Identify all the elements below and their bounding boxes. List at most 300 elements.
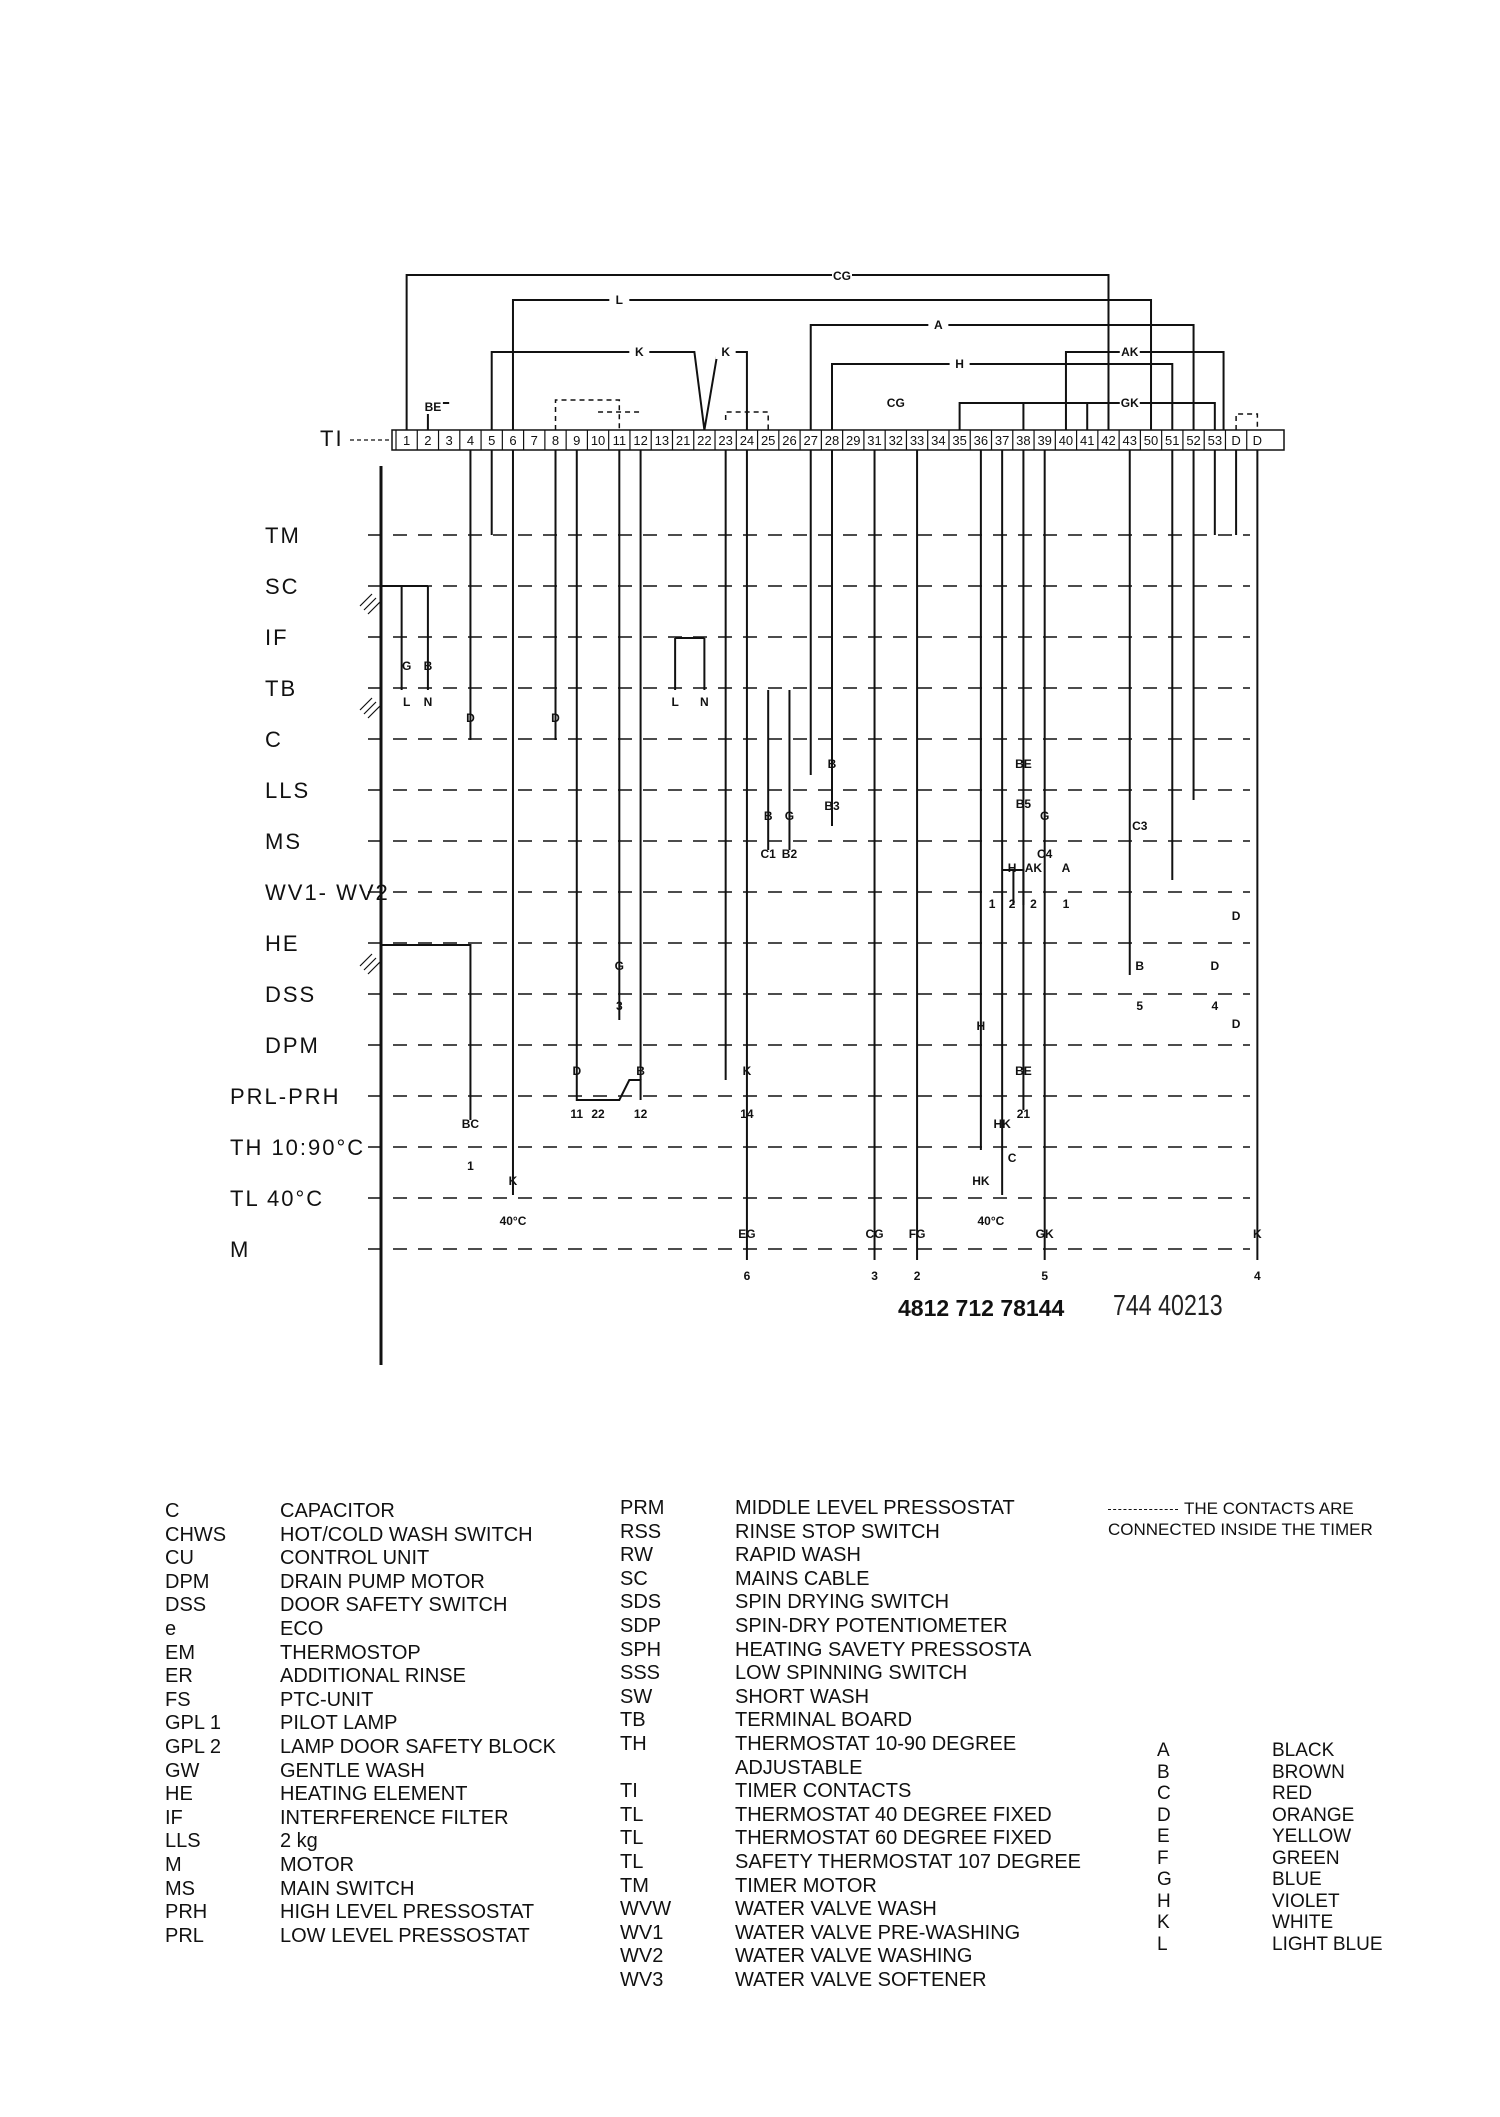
color-code-abbr: D (1157, 1804, 1171, 1826)
legend-mid-row (620, 1662, 1081, 1686)
terminal-51: 51 (1165, 433, 1180, 448)
terminal-23: 23 (718, 433, 733, 448)
terminal-28: 28 (824, 433, 840, 448)
color-code-text: GREEN (1272, 1847, 1340, 1869)
wire-label-K: K (721, 345, 730, 359)
legend-left-text: PTC-UNIT (280, 1688, 374, 1711)
color-code-text: BROWN (1272, 1761, 1345, 1783)
legend-mid-text: LOW SPINNING SWITCH (735, 1662, 968, 1685)
color-code-abbr: L (1157, 1933, 1168, 1955)
legend-mid-text: RAPID WASH (735, 1544, 861, 1567)
legend-middle (620, 1497, 1081, 1992)
ground-mark (360, 594, 380, 614)
legend-left-row (165, 1925, 556, 1949)
color-code-row (1157, 1805, 1383, 1827)
component-label: C (1007, 1151, 1017, 1165)
component-label: K (742, 1064, 752, 1078)
terminal-52: 52 (1186, 433, 1201, 448)
legend-left-row (165, 1524, 556, 1548)
component-label: N (423, 695, 433, 709)
terminal-22: 22 (697, 433, 712, 448)
component-label: L (402, 695, 411, 709)
row-label-0: TM (265, 523, 301, 548)
component-label: G (784, 809, 795, 823)
legend-mid-row (620, 1568, 1081, 1592)
component-label: 1 (1062, 897, 1070, 911)
component-label: B5 (1015, 797, 1032, 811)
legend-left-abbr: e (165, 1617, 177, 1640)
component-label: 6 (743, 1269, 751, 1283)
legend-left-row (165, 1594, 556, 1618)
component-label: 5 (1041, 1269, 1049, 1283)
legend-mid-row (620, 1898, 1081, 1922)
legend-left-text: ADDITIONAL RINSE (280, 1665, 466, 1688)
legend-mid-row (620, 1875, 1081, 1899)
component-label: H (1007, 861, 1017, 875)
legend-mid-abbr: TL (620, 1850, 644, 1873)
legend-left-abbr: DPM (165, 1570, 210, 1593)
legend-mid-row (620, 1804, 1081, 1828)
note-line-2: CONNECTED INSIDE THE TIMER (1108, 1520, 1373, 1539)
legend-mid-row (620, 1639, 1081, 1663)
component-label: BE (1015, 757, 1032, 771)
legend-left-text: ECO (280, 1617, 324, 1640)
terminal-9: 9 (573, 433, 581, 448)
legend-left-row (165, 1878, 556, 1902)
color-code-abbr: K (1157, 1912, 1170, 1933)
row-label-1: SC (265, 574, 300, 599)
legend-left-row (165, 1547, 556, 1571)
legend-mid-row (620, 1780, 1081, 1804)
terminal-53: 53 (1207, 433, 1223, 448)
color-code-row (1157, 1891, 1383, 1913)
row-label-5: LLS (265, 778, 311, 803)
component-label: 11 (570, 1107, 584, 1121)
component-label: B (636, 1064, 645, 1078)
legend-left-abbr: PRH (165, 1901, 208, 1924)
color-code-text: WHITE (1272, 1912, 1334, 1933)
terminal-32: 32 (888, 433, 904, 448)
color-code-row (1157, 1869, 1383, 1891)
legend-left-abbr: GW (165, 1759, 200, 1782)
component-label: D (551, 711, 560, 725)
legend-left-row (165, 1618, 556, 1642)
legend-mid-abbr (620, 1757, 735, 1781)
component-label: B (763, 809, 773, 823)
color-code-abbr: C (1157, 1783, 1171, 1804)
timer-note (1108, 1498, 1373, 1540)
legend-mid-abbr: TH (620, 1732, 647, 1755)
wire-label-L: L (615, 293, 623, 307)
legend-mid-text: THERMOSTAT 10-90 DEGREE (735, 1732, 1017, 1755)
legend-mid-row (620, 1709, 1081, 1733)
wire-label-CG: CG (833, 269, 851, 283)
component-label: CG (865, 1227, 884, 1241)
legend-left-row (165, 1712, 556, 1736)
color-code-row (1157, 1826, 1383, 1848)
ground-mark (360, 954, 380, 974)
legend-left-text: LOW LEVEL PRESSOSTAT (280, 1924, 530, 1947)
row-label-12: TH 10:90°C (230, 1135, 366, 1160)
terminal-1: 1 (403, 433, 411, 448)
legend-left-abbr: CHWS (165, 1523, 227, 1546)
color-code-abbr: A (1157, 1740, 1170, 1761)
legend-left-abbr: PRL (165, 1924, 204, 1947)
legend-left (165, 1500, 556, 1948)
legend-left-text: HIGH LEVEL PRESSOSTAT (280, 1901, 535, 1924)
wire-label-GK: GK (1120, 396, 1139, 410)
component-label: C4 (1037, 847, 1053, 861)
row-label-4: C (265, 727, 283, 752)
legend-mid-abbr: RW (620, 1544, 653, 1567)
component-label: 22 (591, 1107, 605, 1121)
row-label-8: HE (265, 931, 300, 956)
legend-mid-row (620, 1497, 1081, 1521)
wire-if (675, 638, 704, 690)
legend-left-text: MAIN SWITCH (280, 1877, 415, 1900)
terminal-13: 13 (654, 433, 670, 448)
legend-left-row (165, 1665, 556, 1689)
color-code-row (1157, 1783, 1383, 1805)
color-code-row (1157, 1848, 1383, 1870)
wire-label-H: H (955, 357, 964, 371)
legend-mid-row (620, 1686, 1081, 1710)
component-label: 4 (1254, 1269, 1261, 1283)
component-label: B2 (781, 847, 798, 861)
legend-mid-abbr: TB (620, 1709, 646, 1732)
legend-left-text: DRAIN PUMP MOTOR (280, 1570, 485, 1593)
component-label: 21 (1016, 1107, 1031, 1121)
component-label: D (466, 711, 475, 725)
component-label: GK (1035, 1227, 1054, 1241)
legend-mid-text: SAFETY THERMOSTAT 107 DEGREE (735, 1850, 1082, 1873)
component-label: FG (908, 1227, 926, 1241)
legend-left-abbr: M (165, 1853, 182, 1876)
color-code-text: ORANGE (1272, 1804, 1355, 1826)
component-label: 12 (633, 1107, 648, 1121)
legend-left-row (165, 1854, 556, 1878)
legend-mid-text: SHORT WASH (735, 1685, 870, 1708)
terminal-50: 50 (1143, 433, 1159, 448)
legend-mid-abbr: RSS (620, 1520, 662, 1543)
legend-left-abbr: GPL 2 (165, 1735, 221, 1758)
terminal-10: 10 (590, 433, 606, 448)
component-label: A (1061, 861, 1071, 875)
legend-left-abbr: LLS (165, 1830, 201, 1853)
component-label: N (700, 695, 709, 709)
wire-k-1 (492, 352, 705, 430)
terminal-7: 7 (530, 433, 538, 448)
legend-mid-row (620, 1945, 1081, 1969)
terminal-40: 40 (1058, 433, 1074, 448)
legend-mid-row (620, 1521, 1081, 1545)
legend-left-row (165, 1642, 556, 1666)
terminal-26: 26 (782, 433, 797, 448)
component-label: BC (461, 1117, 480, 1131)
terminal-6: 6 (509, 433, 517, 448)
component-label: H (976, 1019, 986, 1033)
legend-left-row (165, 1689, 556, 1713)
terminal-12: 12 (633, 433, 648, 448)
row-label-3: TB (265, 676, 298, 701)
row-label-9: DSS (265, 982, 317, 1007)
component-label: 1 (467, 1159, 474, 1173)
terminal-21: 21 (675, 433, 691, 448)
component-label: B (423, 659, 433, 673)
terminal-38: 38 (1016, 433, 1031, 448)
legend-mid-text: SPIN DRYING SWITCH (735, 1591, 950, 1614)
legend-mid-row (620, 1922, 1081, 1946)
terminal-42: 42 (1101, 433, 1116, 448)
row-label-13: TL 40°C (230, 1186, 325, 1211)
legend-left-row (165, 1807, 556, 1831)
legend-left-abbr: C (165, 1500, 180, 1522)
legend-mid-row (620, 1969, 1081, 1993)
color-code-text: BLUE (1272, 1869, 1322, 1890)
component-label: 2 (1008, 897, 1016, 911)
component-label: 3 (871, 1269, 878, 1283)
wire-d (1236, 450, 1257, 1260)
terminal-4: 4 (466, 433, 475, 448)
legend-mid-row (620, 1733, 1081, 1757)
legend-left-abbr: CU (165, 1547, 194, 1570)
internal-link-dashed (1236, 414, 1257, 430)
legend-left-abbr: FS (165, 1688, 191, 1711)
terminal-31: 31 (867, 433, 882, 448)
part-number: 4812 712 78144 (898, 1295, 1065, 1321)
legend-mid-abbr: SW (620, 1685, 653, 1708)
legend-mid-text: HEATING SAVETY PRESSOSTA (735, 1638, 1032, 1661)
legend-mid-abbr: TM (620, 1874, 649, 1897)
wire-tb (768, 690, 789, 850)
note-line-1: THE CONTACTS ARE (1184, 1499, 1354, 1518)
internal-link-dashed (556, 400, 641, 430)
terminal-43: 43 (1122, 433, 1137, 448)
legend-mid-abbr: WV3 (620, 1968, 664, 1991)
color-code-row (1157, 1912, 1383, 1934)
color-code-text: VIOLET (1272, 1890, 1340, 1912)
legend-mid-text: MAINS CABLE (735, 1567, 870, 1590)
component-label: 40°C (499, 1214, 527, 1228)
legend-left-abbr: EM (165, 1641, 195, 1664)
legend-mid-text: WATER VALVE SOFTENER (735, 1968, 987, 1991)
component-label: BE (1015, 1064, 1032, 1078)
row-label-7: WV1- WV2 (265, 880, 390, 905)
terminal-37: 37 (994, 433, 1010, 448)
legend-left-row (165, 1500, 556, 1524)
component-label: B (1135, 959, 1145, 973)
legend-mid-row (620, 1591, 1081, 1615)
legend-mid-abbr: SDP (620, 1614, 662, 1637)
legend-mid-text: THERMOSTAT 60 DEGREE FIXED (735, 1827, 1052, 1850)
terminal-24: 24 (739, 433, 755, 448)
component-label: 1 (988, 897, 996, 911)
terminal-39: 39 (1037, 433, 1052, 448)
component-label: G (401, 659, 412, 673)
legend-mid-abbr: WV1 (620, 1921, 664, 1944)
wire-a (811, 325, 1194, 430)
color-code-row (1157, 1934, 1383, 1956)
component-label: 40°C (977, 1214, 1005, 1228)
legend-mid-text: SPIN-DRY POTENTIOMETER (735, 1614, 1008, 1637)
row-label-2: IF (265, 625, 289, 650)
terminal-2: 2 (424, 433, 432, 448)
legend-mid-row (620, 1615, 1081, 1639)
part-number-secondary: 744 40213 (1113, 1290, 1223, 1322)
legend-left-text: HEATING ELEMENT (280, 1783, 468, 1806)
terminal-36: 36 (973, 433, 989, 448)
component-label: K (1253, 1227, 1262, 1241)
component-label: HK (993, 1117, 1011, 1131)
legend-left-text: PILOT LAMP (280, 1712, 398, 1735)
legend-left-abbr: HE (165, 1783, 193, 1806)
component-label: D (572, 1064, 582, 1078)
color-code-row (1157, 1740, 1383, 1762)
legend-left-text: 2 kg (280, 1830, 318, 1853)
legend-left-abbr: IF (165, 1806, 183, 1829)
component-label: C3 (1132, 819, 1148, 833)
terminal-25: 25 (760, 433, 776, 448)
component-label: C1 (760, 847, 776, 861)
legend-mid-abbr: SSS (620, 1662, 661, 1685)
component-label: D (1231, 909, 1241, 923)
wire-he (381, 945, 470, 1120)
legend-left-row (165, 1571, 556, 1595)
legend-mid-text: WATER VALVE PRE-WASHING (735, 1921, 1021, 1944)
legend-mid-abbr: WV2 (620, 1945, 664, 1968)
legend-left-row (165, 1736, 556, 1760)
wire-prl (577, 1080, 641, 1100)
component-label: 2 (913, 1269, 921, 1283)
terminal-35: 35 (952, 433, 967, 448)
terminal-41: 41 (1079, 433, 1095, 448)
legend-left-row (165, 1830, 556, 1854)
timer-terminal-strip (320, 426, 1284, 451)
terminal-5: 5 (488, 433, 496, 448)
dashed-line-sample (1108, 1509, 1178, 1510)
legend-mid-row (620, 1851, 1081, 1875)
legend-left-text: CONTROL UNIT (280, 1547, 430, 1570)
terminal-27: 27 (803, 433, 818, 448)
color-code-row (1157, 1762, 1383, 1784)
legend-left-row (165, 1901, 556, 1925)
color-code-abbr: F (1157, 1847, 1169, 1869)
terminal-11: 11 (612, 433, 627, 448)
row-label-10: DPM (265, 1033, 320, 1058)
legend-mid-text: TIMER MOTOR (735, 1874, 877, 1897)
legend-mid-text: TIMER CONTACTS (735, 1780, 912, 1803)
legend-mid-abbr: TL (620, 1803, 644, 1826)
legend-left-text: THERMOSTOP (280, 1641, 421, 1664)
legend-mid-abbr: SDS (620, 1591, 662, 1614)
legend-left-text: CAPACITOR (280, 1500, 395, 1522)
component-label: EG (738, 1227, 756, 1241)
row-label-6: MS (265, 829, 302, 854)
timer-label: TI (320, 426, 344, 451)
component-label: L (671, 695, 679, 709)
color-code-text: LIGHT BLUE (1272, 1933, 1383, 1955)
row-label-11: PRL-PRH (230, 1084, 341, 1109)
legend-mid-text: RINSE STOP SWITCH (735, 1520, 940, 1543)
component-label: B (827, 757, 837, 771)
component-label: 5 (1136, 999, 1144, 1013)
legend-left-row (165, 1783, 556, 1807)
component-label: D (1210, 959, 1220, 973)
wire-label-AK: AK (1121, 345, 1139, 359)
wire-label-K: K (634, 345, 644, 359)
terminal-3: 3 (445, 433, 453, 448)
wire-label-A: A (934, 318, 943, 332)
component-label: B3 (824, 799, 840, 813)
legend-mid-text: WATER VALVE WASHING (735, 1945, 973, 1968)
legend-mid-row (620, 1757, 1081, 1781)
legend-left-text: DOOR SAFETY SWITCH (280, 1594, 508, 1617)
wire-label-CG: CG (886, 396, 905, 410)
component-label: 14 (740, 1107, 754, 1121)
terminal-D: D (1231, 433, 1241, 448)
legend-colors (1157, 1740, 1383, 1955)
legend-mid-text: ADJUSTABLE (735, 1756, 863, 1779)
legend-left-abbr: ER (165, 1665, 193, 1688)
legend-mid-abbr: PRM (620, 1497, 665, 1519)
legend-left-text: LAMP DOOR SAFETY BLOCK (280, 1735, 557, 1758)
legend-mid-text: WATER VALVE WASH (735, 1898, 937, 1921)
terminal-33: 33 (909, 433, 925, 448)
terminal-29: 29 (846, 433, 861, 448)
legend-left-text: MOTOR (280, 1853, 355, 1876)
terminal-8: 8 (551, 433, 560, 448)
color-code-text: RED (1272, 1783, 1313, 1804)
component-label: AK (1024, 861, 1043, 875)
terminal-34: 34 (931, 433, 946, 448)
component-label: 3 (615, 999, 623, 1013)
component-label: K (508, 1174, 518, 1188)
legend-mid-row (620, 1544, 1081, 1568)
wire-gk (1023, 403, 1214, 430)
component-label: HK (972, 1174, 990, 1188)
legend-left-text: GENTLE WASH (280, 1759, 425, 1782)
color-code-abbr: E (1157, 1826, 1170, 1847)
ground-mark (360, 698, 380, 718)
component-label: 4 (1211, 999, 1219, 1013)
wire-sc (402, 586, 428, 690)
legend-mid-abbr: WVW (620, 1898, 672, 1921)
row-label-14: M (230, 1237, 251, 1262)
legend-mid-text: TERMINAL BOARD (735, 1709, 913, 1732)
legend-mid-abbr: TI (620, 1780, 638, 1803)
color-code-abbr: B (1157, 1761, 1170, 1783)
color-code-abbr: G (1157, 1869, 1172, 1890)
legend-mid-text: THERMOSTAT 40 DEGREE FIXED (735, 1803, 1052, 1826)
legend-left-abbr: DSS (165, 1594, 207, 1617)
terminal-D: D (1252, 433, 1263, 448)
legend-left-text: INTERFERENCE FILTER (280, 1806, 509, 1829)
legend-mid-text: MIDDLE LEVEL PRESSOSTAT (735, 1497, 1015, 1519)
wire-label-BE: BE (424, 400, 442, 414)
legend-mid-abbr: SPH (620, 1638, 662, 1661)
component-label: D (1231, 1017, 1241, 1031)
legend-mid-abbr: SC (620, 1567, 648, 1590)
color-code-abbr: H (1157, 1890, 1171, 1912)
legend-mid-row (620, 1827, 1081, 1851)
legend-left-abbr: GPL 1 (165, 1712, 221, 1735)
wires (381, 275, 1257, 1260)
color-code-text: BLACK (1272, 1740, 1335, 1761)
legend-left-row (165, 1760, 556, 1784)
component-label: 2 (1030, 897, 1037, 911)
component-label: G (1040, 809, 1050, 823)
legend-left-text: HOT/COLD WASH SWITCH (280, 1523, 533, 1546)
